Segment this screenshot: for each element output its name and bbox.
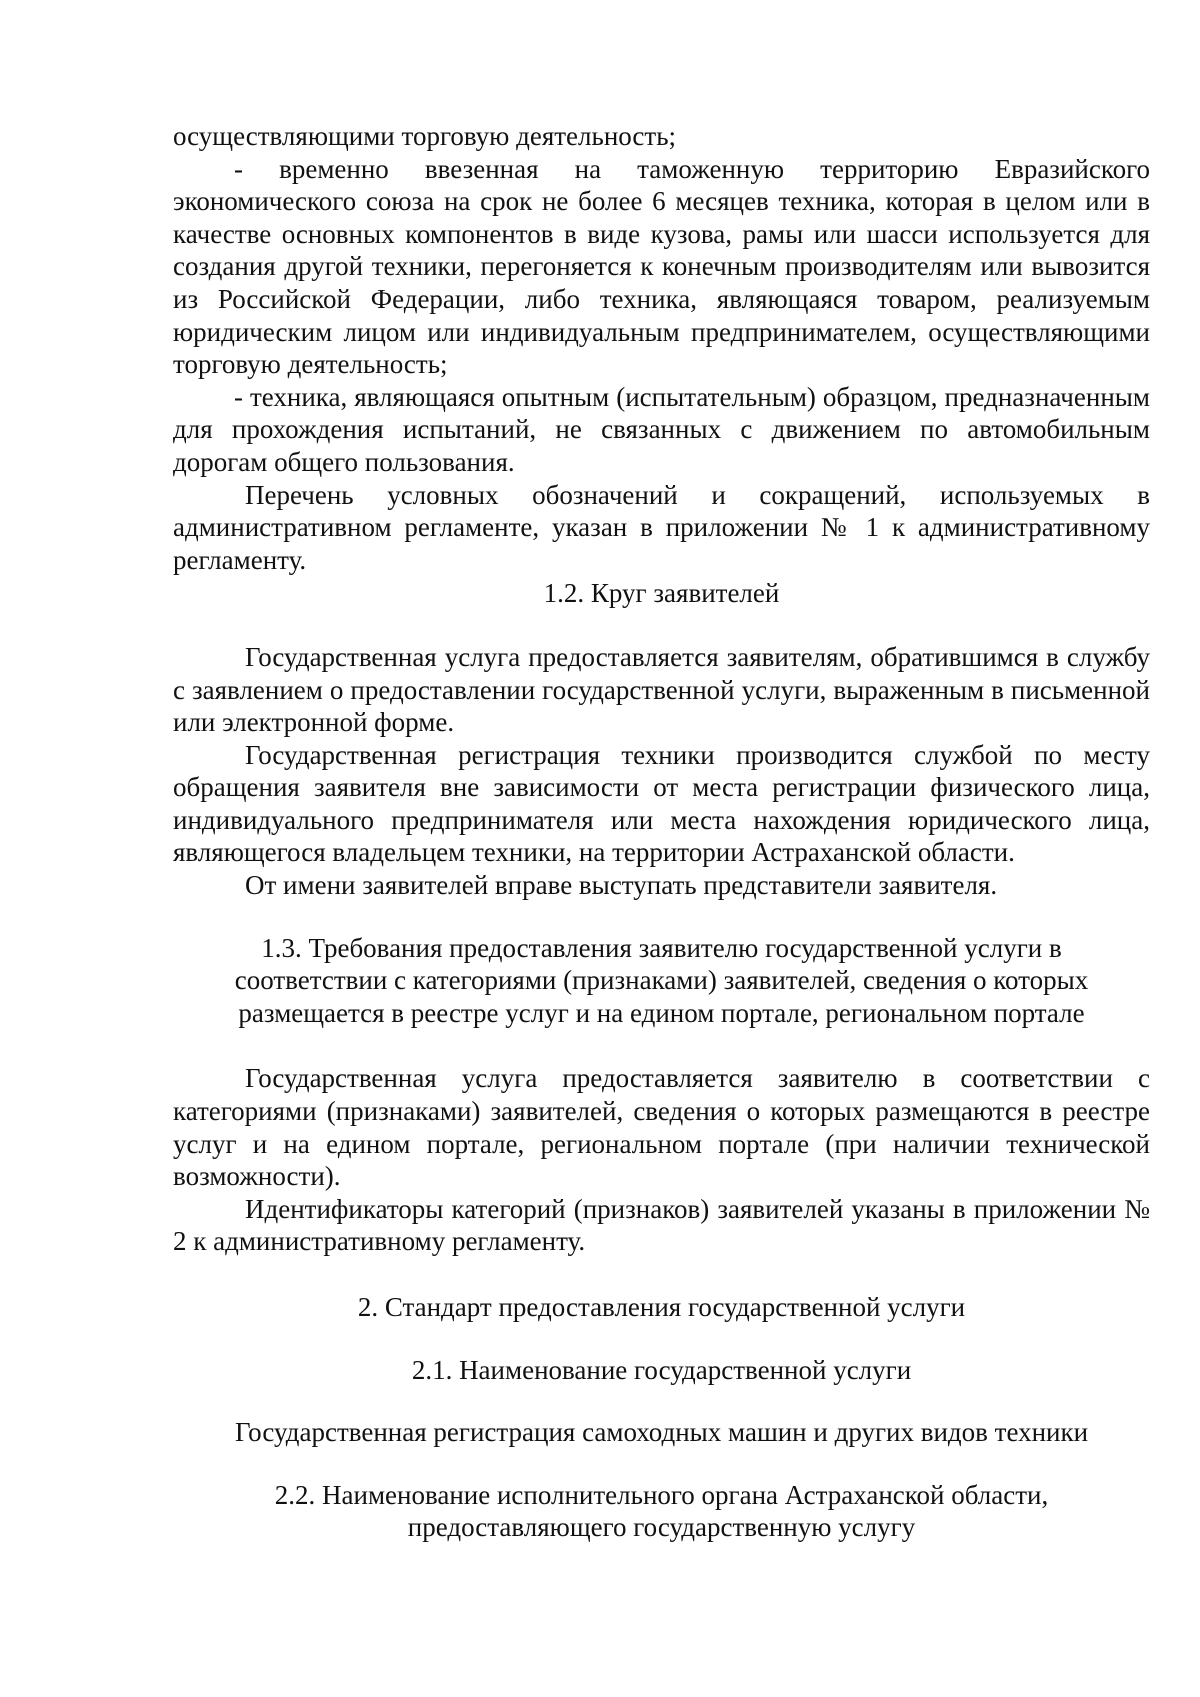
heading-2-2 [173, 1479, 1150, 1544]
paragraph-continuation: осуществляющими торговую деятельность; [173, 121, 677, 151]
heading-1-3 [173, 932, 1150, 1030]
paragraph-identifiers: Идентификаторы категорий (признаков) заявителей указаны в приложении № 2 к административному регламенту. [173, 1193, 1150, 1257]
paragraph-service-provided: Государственная услуга предоставляется заявителям, обратившимся в службу с заявлением о предоставлении государственной услуги, выраженным в письменной или электронной форме. [173, 641, 1150, 738]
heading-2-2-line2: предоставляющего государственную услугу [407, 1512, 916, 1543]
document-page [173, 120, 1150, 1544]
heading-2-1: 2.1. Наименование государственной услуги [411, 1354, 912, 1385]
heading-1-3-line2: соответствии с категориями (признаками) заявителей, сведения о которых [234, 965, 1089, 996]
paragraph-registration-place: Государственная регистрация техники производится службой по месту обращения заявителя вне зависимости от места регистрации физического лица, индивидуального предпринимателя или места нахождения юридического лица, являющегося владельцем техники, на территории Астраханской области. [173, 739, 1150, 868]
heading-1-3-line1: 1.3. Требования предоставления заявителю государственной услуги в [261, 932, 1062, 963]
paragraph-representatives: От имени заявителей вправе выступать представители заявителя. [245, 870, 998, 901]
paragraph-temporary-import: - временно ввезенная на таможенную территорию Евразийского экономического союза на срок не более 6 месяцев техника, которая в целом или в качестве основных компонентов в виде кузова, рамы или шасси используется для создания другой техники, перегоняется к конечным производителям или вывозится из Российской Федерации, либо техника, являющаяся товаром, реализуемым юридическим лицом или индивидуальным предпринимателем, осуществляющими торговую деятельность; [173, 153, 1150, 380]
heading-2-2-line1: 2.2. Наименование исполнительного органа Астраханской области, [274, 1479, 1049, 1510]
heading-1-2: 1.2. Круг заявителей [543, 578, 780, 609]
paragraph-prototype: - техника, являющаяся опытным (испытательным) образцом, предназначенным для прохождения испытаний, не связанных с движением по автомобильным дорогам общего пользования. [173, 381, 1150, 477]
heading-1-3-line3: размещается в реестре услуг и на едином портале, региональном портале [238, 997, 1085, 1028]
paragraph-categories: Государственная услуга предоставляется заявителю в соответствии с категориями (признаками) заявителей, сведения о которых размещаются в реестре услуг и на едином портале, региональном портале (при наличии технической возможности). [173, 1063, 1150, 1192]
paragraph-service-name: Государственная регистрация самоходных машин и других видов техники [234, 1417, 1089, 1448]
paragraph-abbreviations: Перечень условных обозначений и сокращений, используемых в административном регламенте, указан в приложении № 1 к административному регламенту. [173, 479, 1150, 575]
heading-2: 2. Стандарт предоставления государственной услуги [357, 1292, 966, 1322]
